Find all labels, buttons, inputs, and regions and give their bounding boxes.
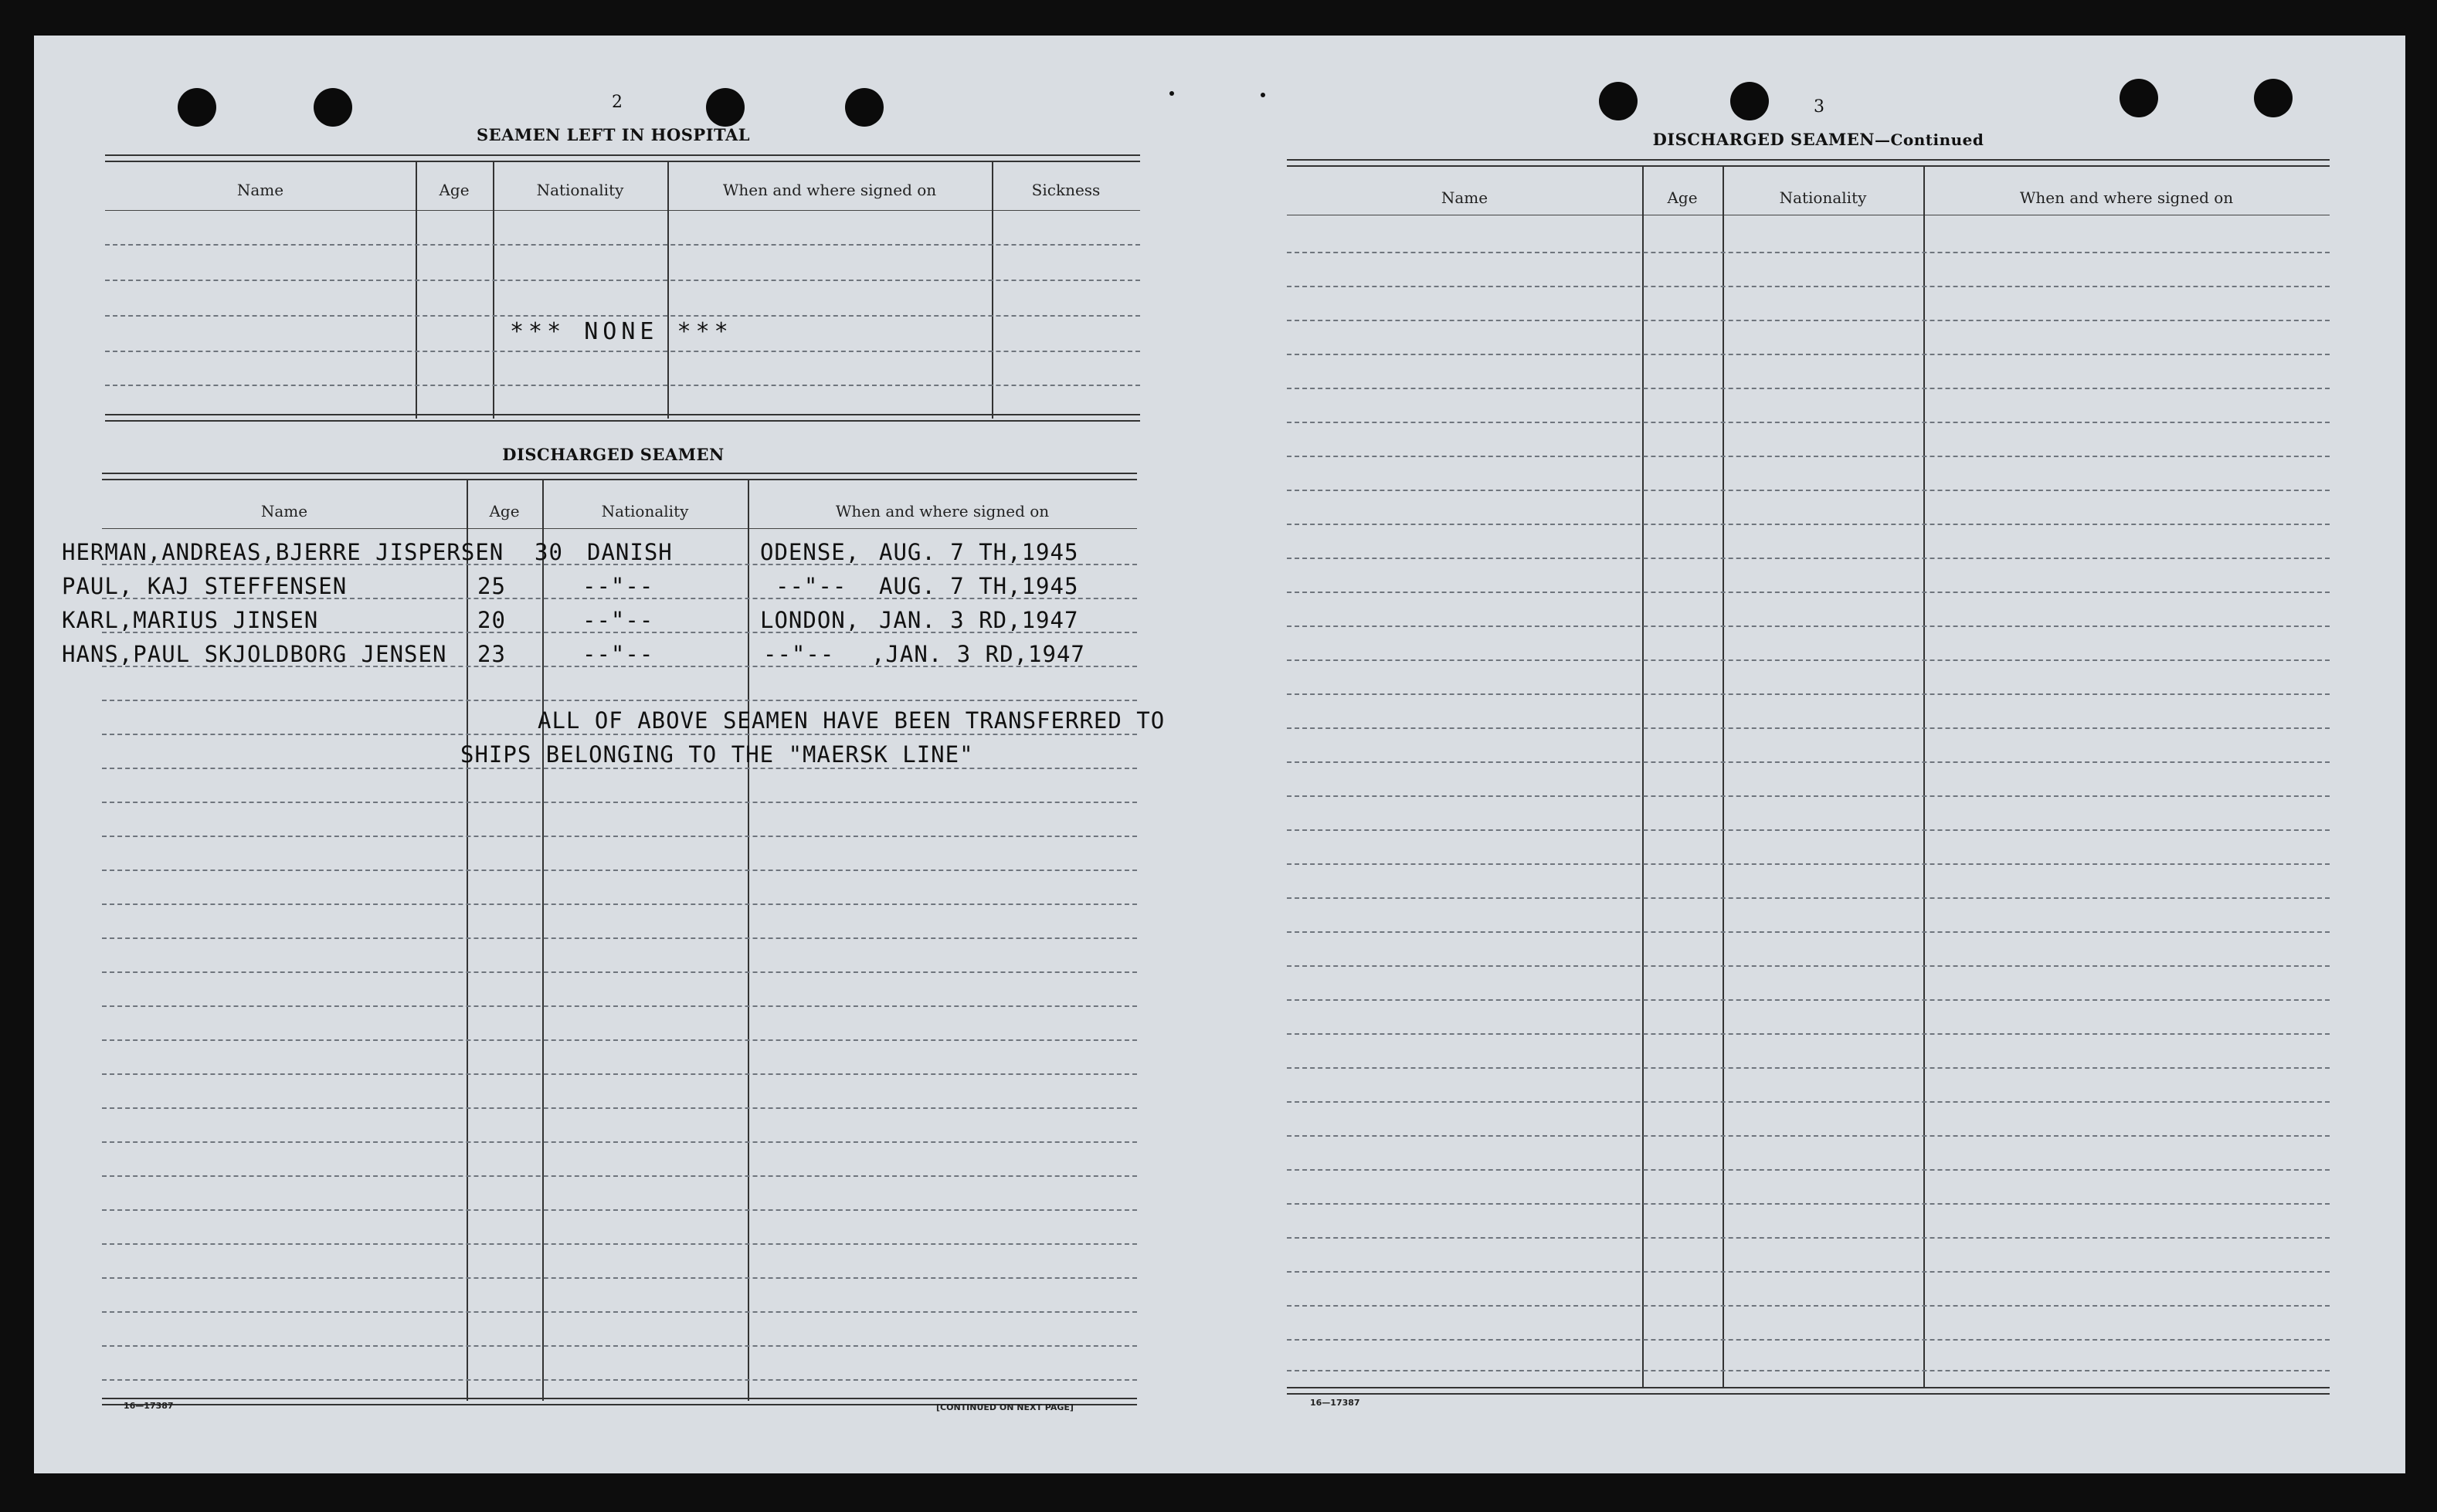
seaman-signed-date: AUG. 7 TH,1945 xyxy=(879,573,1079,599)
column-header-age: Age xyxy=(489,502,520,520)
column-header-nationality: Nationality xyxy=(601,502,689,520)
right-section-title xyxy=(1610,130,2027,149)
seaman-signed-date: AUG. 7 TH,1945 xyxy=(879,539,1079,565)
punch-hole xyxy=(2254,79,2293,117)
right-title-suffix: —Continued xyxy=(1874,131,1984,149)
column-header-nationality: Nationality xyxy=(1779,188,1867,207)
seaman-nationality: --"-- xyxy=(582,641,654,667)
column-header-sickness: Sickness xyxy=(1031,181,1101,199)
seaman-age: 25 xyxy=(477,573,506,599)
punch-hole xyxy=(845,88,884,127)
seaman-signed-place: --"-- xyxy=(776,573,847,599)
punch-hole xyxy=(1599,82,1638,120)
discharged-section-title: DISCHARGED SEAMEN xyxy=(502,445,725,464)
column-header-name: Name xyxy=(260,502,308,520)
hospital-table xyxy=(105,154,1140,465)
speck xyxy=(1261,93,1265,97)
document-sheet xyxy=(34,36,2405,1473)
seaman-name: PAUL, KAJ STEFFENSEN xyxy=(62,573,348,599)
punch-hole xyxy=(1730,82,1769,120)
column-header-signed-on: When and where signed on xyxy=(722,181,937,199)
seaman-age: 30 xyxy=(535,539,563,565)
seaman-age: 23 xyxy=(477,641,506,667)
right-page-number: 3 xyxy=(1814,97,1824,117)
punch-hole xyxy=(2120,79,2158,117)
transfer-note-line-1: ALL OF ABOVE SEAMEN HAVE BEEN TRANSFERRED TO xyxy=(538,707,1166,734)
seaman-age: 20 xyxy=(477,607,506,633)
seaman-name: KARL,MARIUS JINSEN xyxy=(62,607,319,633)
column-header-signed-on: When and where signed on xyxy=(2019,188,2234,207)
right-form-number: 16—17387 xyxy=(1310,1398,1360,1408)
seaman-name: HANS,PAUL SKJOLDBORG JENSEN xyxy=(62,641,447,667)
discharged-continued-table xyxy=(1287,159,2330,1443)
punch-hole xyxy=(706,88,745,127)
left-page-number: 2 xyxy=(612,93,623,112)
column-header-signed-on: When and where signed on xyxy=(835,502,1050,520)
column-header-age: Age xyxy=(1667,188,1698,207)
speck xyxy=(1169,91,1174,96)
column-header-name: Name xyxy=(1441,188,1488,207)
hospital-none-entry: *** NONE *** xyxy=(510,318,733,345)
column-header-age: Age xyxy=(439,181,470,199)
seaman-nationality: DANISH xyxy=(587,539,673,565)
punch-hole xyxy=(314,88,352,127)
column-header-nationality: Nationality xyxy=(536,181,624,199)
punch-hole xyxy=(178,88,216,127)
seaman-name: HERMAN,ANDREAS,BJERRE JISPERSEN xyxy=(62,539,504,565)
seaman-signed-place: ODENSE, xyxy=(760,539,860,565)
continued-note: [CONTINUED ON NEXT PAGE] xyxy=(936,1402,1074,1412)
left-form-number: 16—17387 xyxy=(124,1401,174,1411)
column-header-name: Name xyxy=(236,181,284,199)
seaman-nationality: --"-- xyxy=(582,607,654,633)
right-title-main: DISCHARGED SEAMEN xyxy=(1652,130,1875,149)
hospital-section-title: SEAMEN LEFT IN HOSPITAL xyxy=(476,125,751,144)
transfer-note-line-2: SHIPS BELONGING TO THE "MAERSK LINE" xyxy=(460,741,974,768)
seaman-signed-date: JAN. 3 RD,1947 xyxy=(879,607,1079,633)
seaman-signed-date: ,JAN. 3 RD,1947 xyxy=(871,641,1085,667)
seaman-signed-place: LONDON, xyxy=(760,607,860,633)
seaman-nationality: --"-- xyxy=(582,573,654,599)
seaman-signed-place: --"-- xyxy=(763,641,835,667)
